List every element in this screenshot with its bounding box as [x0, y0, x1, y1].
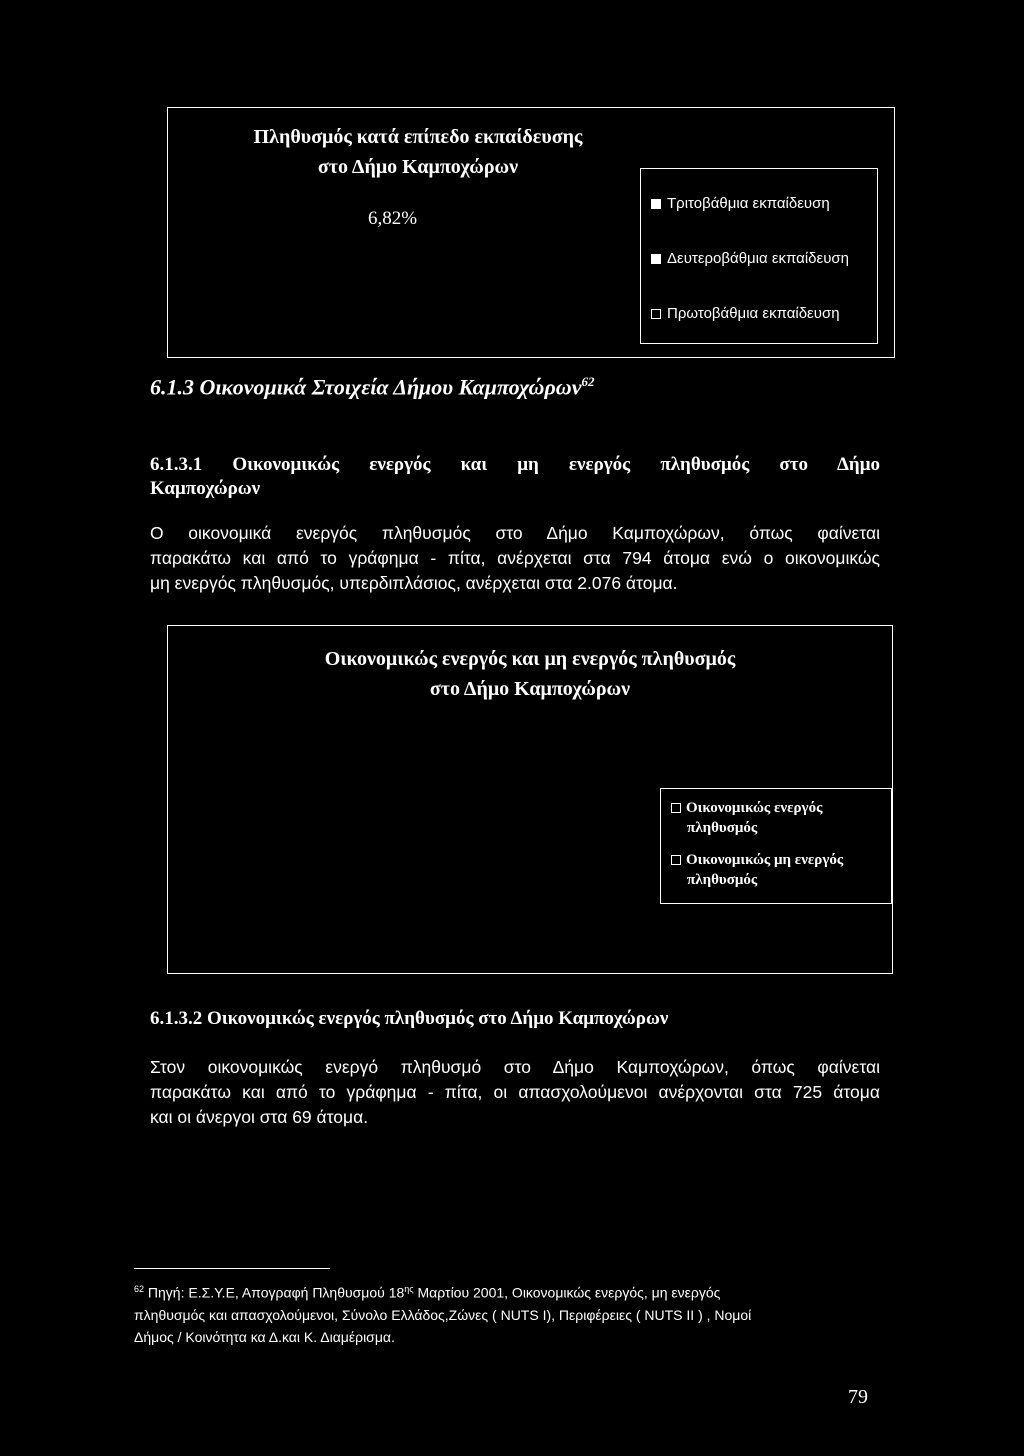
legend-item-secondary: [651, 250, 849, 267]
economic-chart-title-line2: στο Δήμο Καμποχώρων: [429, 678, 631, 700]
footnote-text-a: Πηγή: Ε.Σ.Υ.Ε, Απογραφή Πληθυσμού 18: [147, 1284, 405, 1301]
education-chart-title-line2: στο Δήμο Καμποχώρων: [317, 156, 519, 178]
economic-chart-legend: [660, 788, 892, 904]
legend-item-primary: [651, 305, 840, 322]
legend-label: Τριτοβάθμια εκπαίδευση: [667, 195, 830, 212]
economic-activity-chart: [167, 625, 893, 974]
footnote: [134, 1278, 874, 1348]
paragraph-1-line3: μη ενεργός πληθυσμός, υπερδιπλάσιος, ανέρχεται στα 2.076 άτομα.: [150, 573, 678, 593]
footnote-line2: πληθυσμός και απασχολούμενοι, Σύνολο Ελλάδος,Ζώνες ( NUTS I), Περιφέρειες ( NUTS II ) , Νομοί: [134, 1306, 752, 1323]
legend-item-tertiary: [651, 195, 830, 212]
paragraph-1-line2: παρακάτω και από το γράφημα - πίτα, ανέρχεται στα 794 άτομα ενώ ο οικονομικώς: [150, 548, 880, 568]
subsection-heading-1-cont: Καμποχώρων: [150, 478, 261, 499]
paragraph-1-line1: Ο οικονομικά ενεργός πληθυσμός στο Δήμο Καμποχώρων, όπως φαίνεται: [150, 523, 880, 543]
education-chart: [167, 107, 895, 358]
legend-label-cont: πληθυσμός: [687, 872, 758, 888]
legend-item-inactive: [671, 850, 843, 890]
legend-swatch-empty-icon: [671, 855, 681, 865]
subsection-heading-1: 6.1.3.1 Οικονομικώς ενεργός και μη ενεργός πληθυσμός στο Δήμο: [150, 454, 880, 475]
footnote-line1: [134, 1278, 874, 1304]
section-heading: [150, 374, 594, 400]
legend-swatch-filled-icon: [651, 254, 661, 264]
paragraph-2-line3: και οι άνεργοι στα 69 άτομα.: [150, 1107, 369, 1127]
economic-chart-title: [168, 644, 892, 704]
page-number: 79: [848, 1386, 868, 1408]
footnote-text-b: Μαρτίου 2001, Οικονομικώς ενεργός, μη ενεργός: [417, 1284, 721, 1301]
footnote-ordinal: ης: [404, 1284, 414, 1294]
footnote-ref: 62: [581, 374, 595, 389]
education-chart-legend: [640, 168, 878, 344]
legend-label: Οικονομικώς ενεργός: [686, 800, 823, 816]
legend-swatch-empty-icon: [671, 803, 681, 813]
paragraph-2-line1: Στον οικονομικώς ενεργό πληθυσμό στο Δήμο Καμποχώρων, όπως φαίνεται: [150, 1057, 880, 1077]
subsection-heading-2: 6.1.3.2 Οικονομικώς ενεργός πληθυσμός στο Δήμο Καμποχώρων: [150, 1008, 669, 1029]
economic-chart-title-line1: Οικονομικώς ενεργός και μη ενεργός πληθυσμός: [324, 648, 736, 670]
footnote-line3: Δήμος / Κοινότητα κα Δ.και Κ. Διαμέρισμα.: [134, 1328, 395, 1345]
legend-label-cont: πληθυσμός: [687, 820, 758, 836]
legend-item-active: [671, 798, 822, 838]
education-chart-title: [168, 122, 668, 182]
paragraph-2-line2: παρακάτω και από το γράφημα - πίτα, οι απασχολούμενοι ανέρχονται στα 725 άτομα: [150, 1082, 880, 1102]
legend-swatch-filled-icon: [651, 199, 661, 209]
footnote-rule: [134, 1268, 330, 1269]
legend-swatch-empty-icon: [651, 309, 661, 319]
education-chart-title-line1: Πληθυσμός κατά επίπεδο εκπαίδευσης: [253, 126, 583, 148]
pie-percent-label: 6,82%: [368, 208, 418, 229]
legend-label: Πρωτοβάθμια εκπαίδευση: [667, 305, 840, 322]
footnote-number: 62: [134, 1284, 145, 1294]
section-heading-text: 6.1.3 Οικονομικά Στοιχεία Δήμου Καμποχώρων: [150, 374, 582, 400]
legend-label: Οικονομικώς μη ενεργός: [686, 852, 844, 868]
legend-label: Δευτεροβάθμια εκπαίδευση: [667, 250, 850, 267]
